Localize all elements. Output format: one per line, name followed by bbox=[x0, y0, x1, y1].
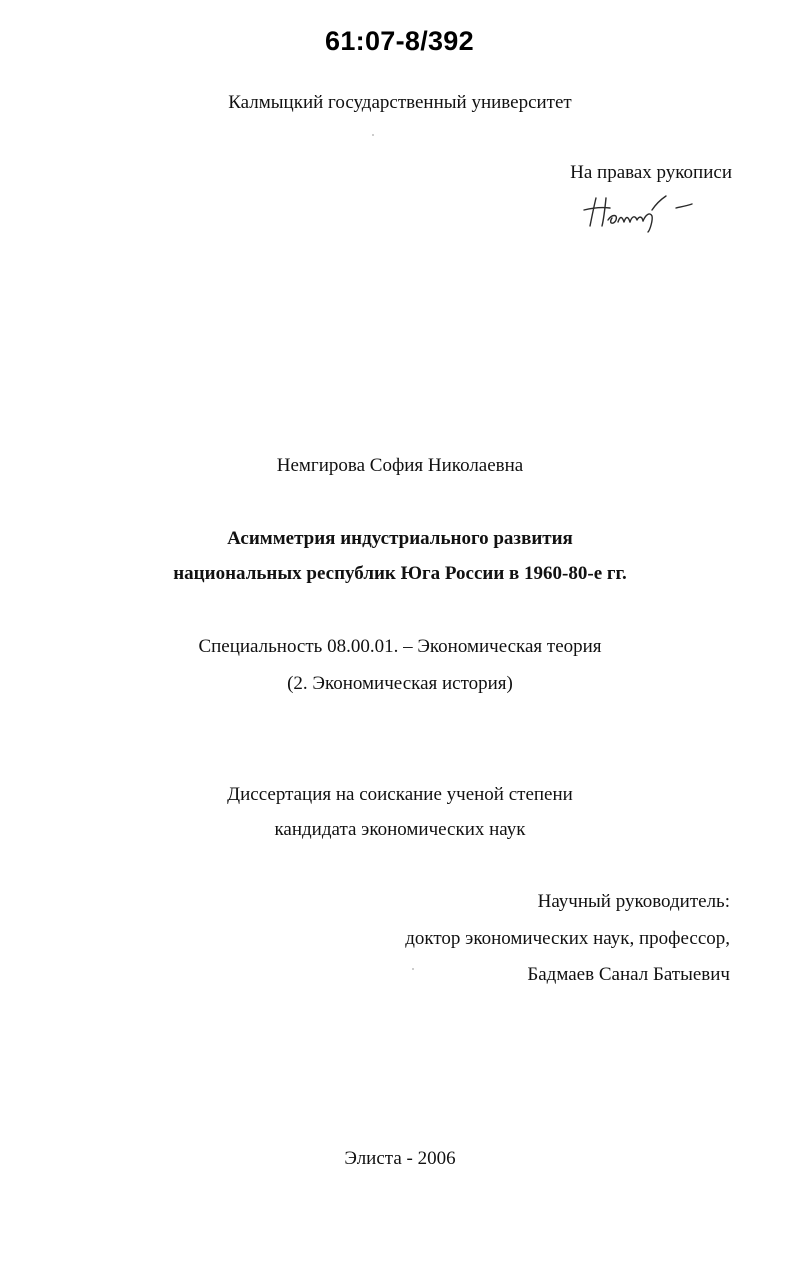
author-name: Немгирова София Николаевна bbox=[276, 455, 524, 476]
specialty-line: Специальность 08.00.01. – Экономическая теория bbox=[198, 636, 602, 657]
scan-speck bbox=[412, 968, 414, 970]
specialty-subline: (2. Экономическая история) bbox=[287, 673, 513, 694]
supervisor-degree: доктор экономических наук, профессор, bbox=[405, 928, 730, 949]
university-name: Калмыцкий государственный университет bbox=[228, 92, 572, 113]
registry-number: 61:07-8/392 bbox=[325, 26, 474, 56]
scan-speck bbox=[372, 134, 374, 136]
place-and-year: Элиста - 2006 bbox=[344, 1148, 456, 1169]
dissertation-title-line-2: национальных республик Юга России в 1960-80-е гг. bbox=[173, 563, 627, 584]
supervisor-label: Научный руководитель: bbox=[537, 891, 730, 912]
dissertation-title-line-1: Асимметрия индустриального развития bbox=[227, 528, 573, 549]
manuscript-rights-note: На правах рукописи bbox=[570, 162, 732, 183]
supervisor-name: Бадмаев Санал Батыевич bbox=[527, 964, 730, 985]
degree-statement-line-1: Диссертация на соискание ученой степени bbox=[227, 784, 573, 805]
signature-icon bbox=[580, 186, 700, 236]
degree-statement-line-2: кандидата экономических наук bbox=[274, 819, 526, 840]
